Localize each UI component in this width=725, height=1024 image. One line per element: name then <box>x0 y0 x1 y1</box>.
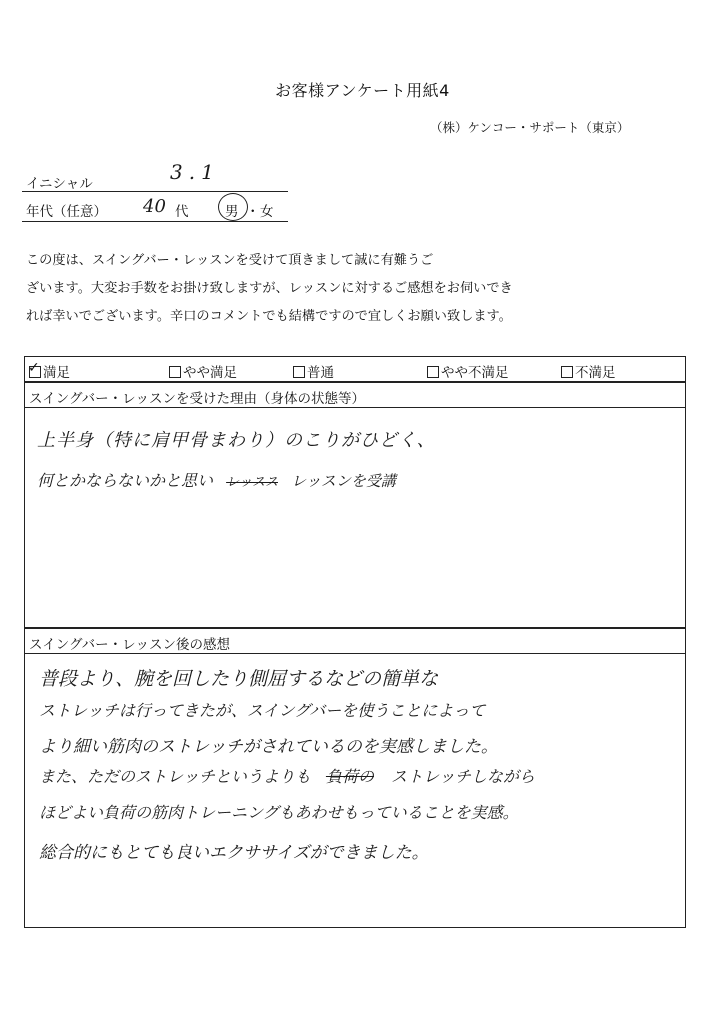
handwritten-line <box>37 468 396 491</box>
handwritten-line: 総合的にもとても良いエクササイズができました。 <box>39 843 429 863</box>
intro-line: この度は、スイングバー・レッスンを受けて頂きまして誠に有難うご <box>26 253 434 268</box>
gender-selected-circle <box>218 193 248 221</box>
age-unit: 代 <box>175 204 189 220</box>
age-underline <box>22 221 288 222</box>
checkbox[interactable] <box>169 366 181 378</box>
checkbox[interactable] <box>561 366 573 378</box>
reason-section-heading: スイングバー・レッスンを受けた理由（身体の状態等） <box>24 382 686 408</box>
reason-answer-box[interactable] <box>24 408 686 628</box>
struck-text: レッスス <box>226 475 278 490</box>
impression-section-heading: スイングバー・レッスン後の感想 <box>24 628 686 654</box>
handwritten-line: より細い筋肉のストレッチがされているのを実感しました。 <box>39 737 498 757</box>
initial-underline <box>22 191 288 192</box>
checkbox[interactable] <box>427 366 439 378</box>
handwritten-line: ストレッチは行ってきたが、スイングバーを使うことによって <box>39 701 486 720</box>
rating-label: やや不満足 <box>441 365 509 381</box>
initial-value: 3.1 <box>170 160 220 184</box>
satisfaction-rating-row <box>24 356 686 382</box>
checkbox-checked[interactable] <box>28 360 41 378</box>
check-mark-icon: ✓ <box>28 360 40 376</box>
handwritten-text: ストレッチしながら <box>391 767 535 786</box>
rating-option-somewhat-satisfied[interactable] <box>169 361 237 381</box>
handwritten-line <box>39 764 535 787</box>
rating-option-somewhat-dissatisfied[interactable] <box>427 361 509 381</box>
struck-text: 負荷の <box>325 767 374 786</box>
intro-line: れば幸いでございます。辛口のコメントでも結構ですので宜しくお願い致します。 <box>26 309 512 324</box>
handwritten-text: 何とかならないかと思い <box>37 471 214 490</box>
rating-option-neutral[interactable] <box>293 361 334 381</box>
gender-separator: ・ <box>246 204 260 220</box>
intro-text <box>26 247 706 331</box>
rating-label: 満足 <box>43 365 70 381</box>
impression-answer-box[interactable] <box>24 654 686 928</box>
rating-option-dissatisfied[interactable] <box>561 361 616 381</box>
handwritten-text: レッスンを受講 <box>291 472 396 490</box>
form-title: お客様アンケート用紙4 <box>275 81 450 100</box>
rating-label: 普通 <box>307 365 334 381</box>
handwritten-line: 普段より、腕を回したり側屈するなどの簡単な <box>39 668 439 690</box>
rating-option-satisfied[interactable] <box>29 361 70 381</box>
gender-male: 男 <box>225 204 239 220</box>
initial-label: イニシャル <box>26 176 93 192</box>
rating-label: やや満足 <box>183 365 237 381</box>
handwritten-line: ほどよい負荷の筋肉トレーニングもあわせもっていることを実感。 <box>39 803 519 822</box>
age-label: 年代（任意） <box>26 204 107 220</box>
handwritten-line: 上半身（特に肩甲骨まわり）のこりがひどく、 <box>37 430 436 451</box>
intro-line: ざいます。大変お手数をお掛け致しますが、レッスンに対するご感想をお伺いでき <box>26 281 513 296</box>
gender-female: 女 <box>260 204 274 220</box>
checkbox[interactable] <box>293 366 305 378</box>
company-name: （株）ケンコー・サポート（東京） <box>430 120 630 135</box>
handwritten-text: また、ただのストレッチというよりも <box>39 767 311 786</box>
rating-label: 不満足 <box>575 365 616 381</box>
age-value: 40 <box>143 196 166 217</box>
